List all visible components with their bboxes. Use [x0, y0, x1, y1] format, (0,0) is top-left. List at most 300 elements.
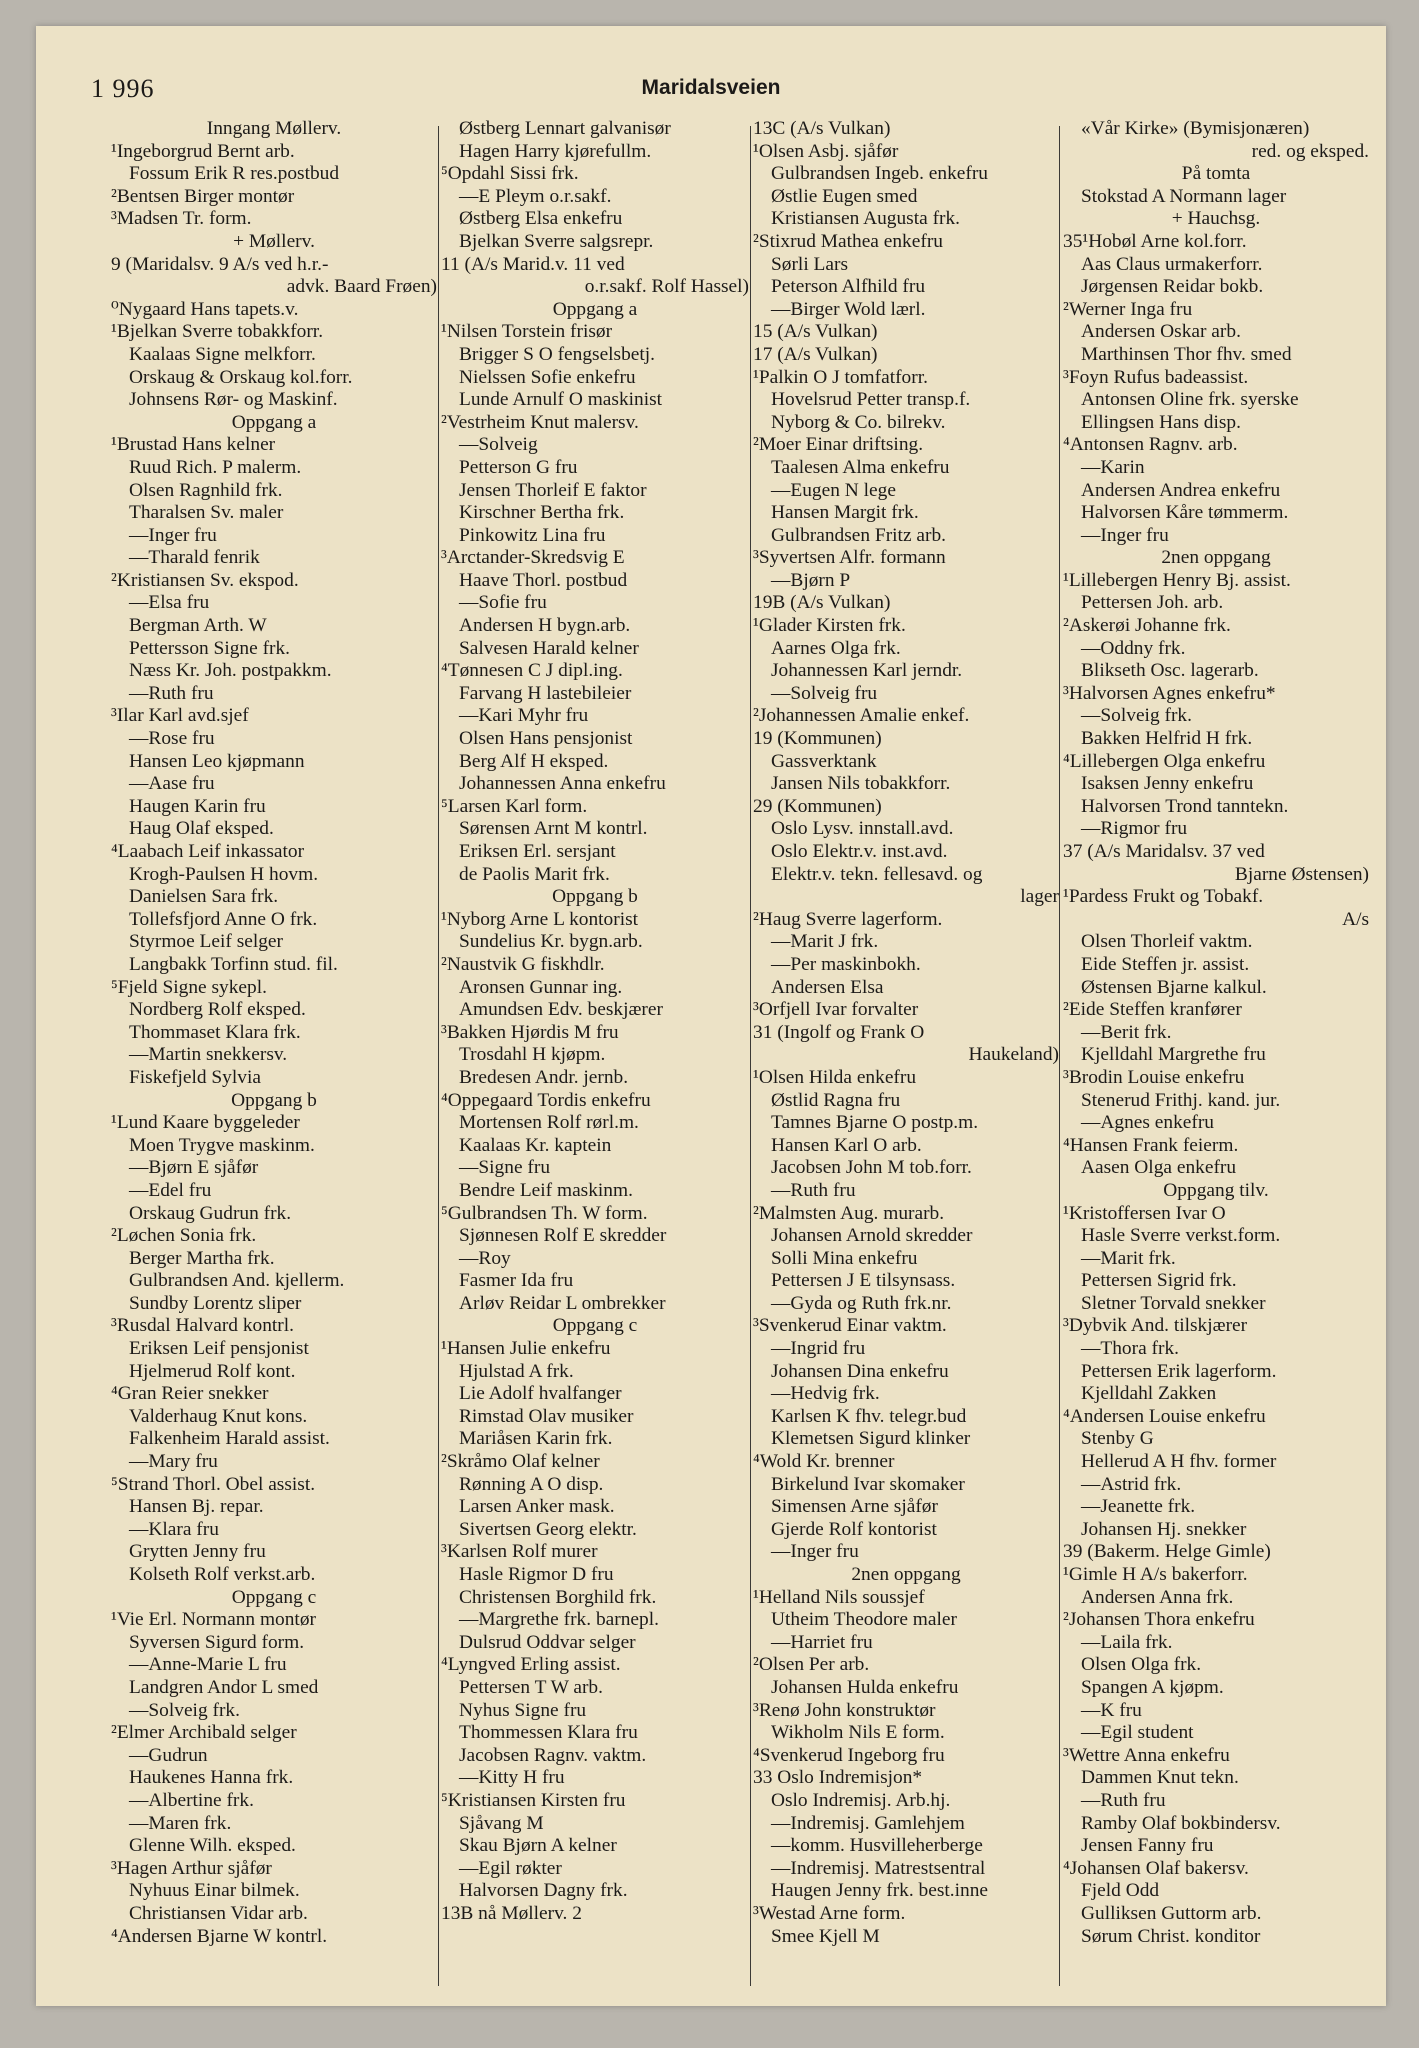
directory-entry: Nyhus Signe fru [459, 1699, 587, 1721]
column-divider [1059, 126, 1060, 1986]
directory-entry: Blikseth Osc. lagerarb. [1081, 660, 1259, 682]
directory-entry: Johannessen Anna enkefru [459, 773, 666, 795]
directory-entry: —Ruth fru [771, 1179, 856, 1201]
directory-entry: Østensen Bjarne kalkul. [1081, 976, 1267, 998]
directory-entry: ¹Kristoffersen Ivar O [1063, 1202, 1226, 1224]
directory-column-1 [111, 118, 437, 1948]
directory-entry: Kaalaas Kr. kaptein [459, 1134, 612, 1156]
directory-entry: Berger Martha frk. [129, 1247, 275, 1269]
directory-entry: —K fru [1081, 1699, 1142, 1721]
directory-entry: Ruud Rich. P malerm. [129, 456, 302, 478]
directory-entry: ¹Helland Nils soussjef [753, 1586, 925, 1608]
directory-entry: —Tharald fenrik [129, 547, 260, 569]
directory-entry: Eriksen Erl. sersjant [459, 841, 616, 862]
directory-entry: Jørgensen Reidar bokb. [1081, 276, 1264, 298]
directory-entry: Gulbrandsen Ingeb. enkefru [771, 163, 988, 185]
directory-entry: —Elsa fru [129, 592, 210, 614]
directory-entry: Fiskefjeld Sylvia [129, 1066, 261, 1088]
directory-entry: ³Rusdal Halvard kontrl. [111, 1315, 294, 1337]
directory-entry: —Bjørn P [771, 569, 851, 591]
directory-entry: 19B (A/s Vulkan) [753, 592, 891, 614]
directory-entry: —Marit frk. [1081, 1247, 1176, 1269]
directory-entry: Hjelmerud Rolf kont. [129, 1360, 296, 1382]
directory-entry: Østlie Eugen smed [771, 185, 918, 207]
directory-entry: Gassverktank [771, 750, 877, 772]
directory-entry: Jacobsen John M tob.forr. [771, 1157, 972, 1179]
directory-entry: Bakken Helfrid H frk. [1081, 728, 1253, 750]
directory-entry: 29 (Kommunen) [753, 795, 882, 817]
directory-entry: Nielssen Sofie enkefru [459, 366, 636, 388]
directory-entry: —Solveig fru [771, 682, 878, 704]
section-heading: 2nen oppgang [851, 1564, 961, 1585]
directory-entry: ⁵Larsen Karl form. [441, 795, 588, 817]
directory-entry: Larsen Anker mask. [459, 1496, 615, 1518]
directory-entry: Nyhuus Einar bilmek. [129, 1880, 300, 1902]
directory-entry: 15 (A/s Vulkan) [753, 321, 878, 343]
directory-entry: ⁴Gran Reier snekker [111, 1383, 269, 1405]
directory-entry: 19 (Kommunen) [753, 728, 882, 750]
directory-entry: Trosdahl H kjøpm. [459, 1044, 606, 1066]
directory-entry: 11 (A/s Marid.v. 11 ved [441, 253, 625, 275]
directory-entry: Olsen Ragnhild frk. [129, 479, 283, 501]
directory-entry: —Hedvig frk. [771, 1383, 880, 1405]
directory-entry: Tollefsfjord Anne O frk. [129, 908, 318, 930]
directory-entry: ⁵Opdahl Sissi frk. [441, 163, 579, 185]
directory-entry: Kolseth Rolf verkst.arb. [129, 1564, 316, 1585]
directory-entry: ¹Ingeborgrud Bernt arb. [111, 140, 295, 162]
directory-entry: ¹Palkin O J tomfatforr. [753, 366, 928, 388]
directory-entry: —Thora frk. [1081, 1338, 1179, 1360]
directory-entry: Jacobsen Ragnv. vaktm. [459, 1744, 647, 1766]
directory-entry: 9 (Maridalsv. 9 A/s ved h.r.- [111, 253, 329, 275]
directory-entry: —Birger Wold lærl. [771, 298, 926, 320]
directory-entry: —Roy [459, 1247, 511, 1269]
column-divider [750, 126, 751, 1986]
directory-entry: ²Johansen Thora enkefru [1063, 1609, 1255, 1631]
directory-entry: Smee Kjell M [771, 1925, 880, 1947]
directory-column-2 [441, 118, 749, 1926]
directory-entry: ³Ilar Karl avd.sjef [111, 705, 249, 727]
directory-entry: —Margrethe frk. barnepl. [459, 1609, 659, 1631]
directory-entry: Syversen Sigurd form. [129, 1631, 305, 1653]
directory-entry: ²Eide Steffen kranfører [1063, 999, 1242, 1021]
directory-entry: Utheim Theodore maler [771, 1609, 957, 1631]
directory-entry: —Rose fru [129, 728, 215, 750]
directory-entry: —Klara fru [129, 1518, 219, 1540]
directory-entry: Olsen Hans pensjonist [459, 728, 633, 750]
directory-entry: Rimstad Olav musiker [459, 1405, 634, 1427]
directory-entry: red. og eksped. [1251, 140, 1369, 162]
directory-entry: 13C (A/s Vulkan) [753, 118, 891, 139]
directory-entry: Hovelsrud Petter transp.f. [771, 389, 971, 411]
section-heading: Oppgang c [231, 1586, 317, 1608]
directory-entry: Lie Adolf hvalfanger [459, 1383, 622, 1405]
directory-entry: Salvesen Harald kelner [459, 637, 639, 659]
directory-entry: ¹Glader Kirsten frk. [753, 615, 906, 637]
directory-entry: ³Dybvik And. tilskjærer [1063, 1315, 1248, 1337]
directory-entry: 37 (A/s Maridalsv. 37 ved [1063, 841, 1265, 862]
directory-entry: Hansen Bj. repar. [129, 1496, 264, 1518]
directory-entry: Danielsen Sara frk. [129, 886, 279, 908]
directory-entry: Falkenheim Harald assist. [129, 1428, 330, 1450]
directory-entry: Brigger S O fengselsbetj. [459, 343, 656, 365]
directory-entry: Oslo Lysv. innstall.avd. [771, 818, 954, 840]
directory-entry: —Solveig frk. [1081, 705, 1192, 727]
directory-entry: Olsen Olga frk. [1081, 1654, 1202, 1676]
directory-entry: —Laila frk. [1081, 1631, 1173, 1653]
directory-entry: ⁴Johansen Olaf bakersv. [1063, 1857, 1249, 1879]
directory-entry: —Inger fru [1081, 524, 1169, 546]
directory-entry: —Marit J frk. [771, 931, 879, 953]
directory-entry: Valderhaug Knut kons. [129, 1405, 308, 1427]
directory-entry: Halvorsen Dagny frk. [459, 1880, 628, 1902]
directory-entry: —Per maskinbokh. [771, 953, 921, 975]
directory-entry: ²Werner Inga fru [1063, 298, 1193, 320]
directory-entry: Kristiansen Augusta frk. [771, 208, 961, 230]
section-heading: Oppgang b [552, 886, 638, 908]
directory-entry: Aarnes Olga frk. [771, 637, 901, 659]
directory-entry: ¹Nilsen Torstein frisør [441, 321, 613, 343]
directory-entry: —Inger fru [771, 1541, 859, 1563]
directory-entry: Hjulstad A frk. [459, 1360, 574, 1382]
directory-entry: Haug Olaf eksped. [129, 818, 274, 840]
directory-entry: «Vår Kirke» (Bymisjonæren) [1081, 118, 1310, 139]
directory-entry: ³Westad Arne form. [753, 1902, 906, 1924]
directory-entry: Stenby G [1081, 1428, 1154, 1450]
directory-entry: Pettersen Joh. arb. [1081, 592, 1224, 614]
directory-entry: —Martin snekkersv. [129, 1044, 288, 1066]
directory-entry: —Gudrun [129, 1744, 208, 1766]
directory-entry: ¹Vie Erl. Normann montør [111, 1609, 316, 1631]
directory-entry: ⁴Svenkerud Ingeborg fru [753, 1744, 945, 1766]
directory-entry: Bjarne Østensen) [1234, 863, 1369, 885]
directory-entry: ³Renø John konstruktør [753, 1699, 936, 1721]
directory-entry: Orskaug & Orskaug kol.forr. [129, 366, 353, 388]
directory-entry: ¹Pardess Frukt og Tobakf. [1063, 886, 1264, 908]
directory-entry: Sørensen Arnt M kontrl. [459, 818, 648, 840]
directory-entry: Skau Bjørn A kelner [459, 1835, 617, 1857]
directory-entry: —Astrid frk. [1081, 1473, 1182, 1495]
directory-entry: ²Haug Sverre lagerform. [753, 908, 943, 930]
directory-entry: Næss Kr. Joh. postpakkm. [129, 660, 332, 682]
directory-entry: —Indremisj. Gamlehjem [771, 1812, 965, 1834]
directory-entry: ³Orfjell Ivar forvalter [753, 999, 919, 1021]
directory-entry: Amundsen Edv. beskjærer [459, 999, 663, 1021]
directory-entry: de Paolis Marit frk. [459, 863, 610, 885]
directory-entry: Christiansen Vidar arb. [129, 1902, 308, 1924]
directory-entry: ²Johannessen Amalie enkef. [753, 705, 970, 727]
directory-entry: Rønning A O disp. [459, 1473, 604, 1495]
directory-entry: ¹Brustad Hans kelner [111, 434, 276, 456]
section-heading: På tomta [1181, 163, 1251, 185]
directory-entry: ²Vestrheim Knut malersv. [441, 411, 639, 433]
directory-entry: Birkelund Ivar skomaker [771, 1473, 965, 1495]
directory-entry: Østberg Elsa enkefru [459, 208, 623, 230]
directory-entry: Wikholm Nils E form. [771, 1722, 945, 1744]
directory-entry: Pettersen Erik lagerform. [1081, 1360, 1277, 1382]
directory-entry: ³Hagen Arthur sjåfør [111, 1857, 272, 1879]
directory-entry: ⁵Strand Thorl. Obel assist. [111, 1473, 316, 1495]
directory-entry: Hansen Margit frk. [771, 502, 919, 524]
directory-column-4 [1063, 118, 1369, 1948]
directory-entry: 31 (Ingolf og Frank O [753, 1021, 925, 1043]
directory-entry: Pettersen T W arb. [459, 1676, 603, 1698]
directory-entry: —Oddny frk. [1081, 637, 1186, 659]
directory-entry: —Eugen N lege [771, 479, 896, 501]
directory-entry: Sørum Christ. konditor [1081, 1925, 1261, 1947]
directory-entry: ¹Lillebergen Henry Bj. assist. [1063, 569, 1291, 591]
directory-entry: ³Halvorsen Agnes enkefru* [1063, 682, 1276, 704]
section-heading: Oppgang a [231, 411, 317, 433]
column-divider [438, 126, 439, 1986]
directory-entry: 39 (Bakerm. Helge Gimle) [1063, 1541, 1271, 1563]
directory-entry: ⁴Andersen Louise enkefru [1063, 1405, 1266, 1427]
directory-entry: Ramby Olaf bokbindersv. [1081, 1812, 1281, 1834]
directory-entry: Tamnes Bjarne O postp.m. [771, 1112, 979, 1134]
directory-entry: Johannessen Karl jerndr. [771, 660, 963, 682]
directory-entry: Tharalsen Sv. maler [129, 502, 284, 524]
directory-entry: ²Kristiansen Sv. ekspod. [111, 569, 299, 591]
directory-entry: Fossum Erik R res.postbud [129, 163, 340, 185]
directory-entry: ⁴Laabach Leif inkassator [111, 841, 305, 862]
directory-entry: 35¹Hobøl Arne kol.forr. [1063, 230, 1247, 252]
directory-entry: ³Foyn Rufus badeassist. [1063, 366, 1249, 388]
directory-entry: Moen Trygve maskinm. [129, 1134, 315, 1156]
directory-entry: Halvorsen Trond tanntekn. [1081, 795, 1289, 817]
directory-entry: ⁰Nygaard Hans tapets.v. [111, 298, 299, 320]
directory-entry: ¹Bjelkan Sverre tobakkforr. [111, 321, 324, 343]
directory-entry: ³Svenkerud Einar vaktm. [753, 1315, 947, 1337]
directory-entry: Aronsen Gunnar ing. [459, 976, 623, 998]
directory-entry: o.r.sakf. Rolf Hassel) [584, 276, 749, 298]
directory-entry: Østberg Lennart galvanisør [459, 118, 671, 139]
directory-entry: —Anne-Marie L fru [129, 1654, 287, 1676]
directory-entry: ⁵Kristiansen Kirsten fru [441, 1789, 626, 1811]
directory-entry: —Egil student [1081, 1722, 1194, 1744]
directory-entry: —Mary fru [129, 1451, 218, 1473]
directory-entry: Haukenes Hanna frk. [129, 1767, 294, 1789]
directory-entry: ²Stixrud Mathea enkefru [753, 230, 943, 252]
directory-entry: Pettersen J E tilsynsass. [771, 1270, 956, 1292]
directory-entry: Arløv Reidar L ombrekker [459, 1292, 666, 1314]
section-heading: Oppgang b [231, 1089, 317, 1111]
directory-entry: ¹Nyborg Arne L kontorist [441, 908, 639, 930]
directory-entry: Sivertsen Georg elektr. [459, 1518, 637, 1540]
directory-page [36, 26, 1386, 2006]
directory-entry: ²Skråmo Olaf kelner [441, 1451, 600, 1473]
directory-entry: ¹Gimle H A/s bakerforr. [1063, 1564, 1248, 1585]
directory-entry: ⁴Lillebergen Olga enkefru [1063, 750, 1266, 772]
directory-entry: Antonsen Oline frk. syerske [1081, 389, 1299, 411]
directory-entry: Hasle Sverre verkst.form. [1081, 1225, 1281, 1247]
directory-entry: —Ruth fru [129, 682, 214, 704]
directory-entry: —E Pleym o.r.sakf. [459, 185, 612, 207]
directory-entry: Oslo Indremisj. Arb.hj. [771, 1789, 951, 1811]
directory-entry: Sjåvang M [459, 1812, 544, 1834]
directory-entry: Olsen Thorleif vaktm. [1081, 931, 1253, 953]
directory-entry: Isaksen Jenny enkefru [1081, 773, 1254, 795]
directory-entry: Kaalaas Signe melkforr. [129, 343, 316, 365]
directory-entry: Andersen Andrea enkefru [1081, 479, 1281, 501]
directory-entry: ²Malmsten Aug. murarb. [753, 1202, 945, 1224]
directory-entry: Johansen Hj. snekker [1081, 1518, 1247, 1540]
directory-entry: —Bjørn E sjåfør [129, 1157, 259, 1179]
directory-entry: —Kitty H fru [459, 1767, 565, 1789]
directory-entry: ³Syvertsen Alfr. formann [753, 547, 946, 569]
directory-entry: ¹Olsen Asbj. sjåfør [753, 140, 899, 162]
directory-entry: Andersen Oskar arb. [1081, 321, 1241, 343]
directory-entry: Berg Alf H eksped. [459, 750, 609, 772]
directory-entry: Johansen Dina enkefru [771, 1360, 949, 1382]
directory-entry: ²Bentsen Birger montør [111, 185, 295, 207]
directory-entry: Sletner Torvald snekker [1081, 1292, 1266, 1314]
directory-entry: Jansen Nils tobakkforr. [771, 773, 951, 795]
directory-entry: Johansen Arnold skredder [771, 1225, 973, 1247]
directory-entry: Karlsen K fhv. telegr.bud [771, 1405, 967, 1427]
directory-entry: ³Bakken Hjørdis M fru [441, 1021, 619, 1043]
directory-entry: ³Karlsen Rolf murer [441, 1541, 598, 1563]
section-heading: Oppgang a [552, 298, 638, 320]
directory-entry: Pettersen Sigrid frk. [1081, 1270, 1237, 1292]
directory-entry: Kjelldahl Zakken [1081, 1383, 1217, 1405]
directory-entry: Thommessen Klara fru [459, 1722, 638, 1744]
directory-entry: Langbakk Torfinn stud. fil. [129, 953, 338, 975]
directory-entry: ³Wettre Anna enkefru [1063, 1744, 1230, 1766]
directory-entry: ³Brodin Louise enkefru [1063, 1066, 1245, 1088]
directory-entry: —Albertine frk. [129, 1789, 254, 1811]
directory-entry: ²Moer Einar driftsing. [753, 434, 924, 456]
directory-entry: advk. Baard Frøen) [286, 276, 437, 298]
directory-entry: Andersen H bygn.arb. [459, 615, 631, 637]
directory-entry: —Maren frk. [129, 1812, 232, 1834]
directory-entry: Haukeland) [968, 1044, 1059, 1066]
directory-entry: —Harriet fru [771, 1631, 873, 1653]
directory-entry: —Rigmor fru [1081, 818, 1188, 840]
directory-entry: —Agnes enkefru [1081, 1112, 1214, 1134]
directory-entry: Farvang H lastebileier [459, 682, 632, 704]
directory-entry: ⁴Hansen Frank feierm. [1063, 1134, 1239, 1156]
directory-entry: Kirschner Bertha frk. [459, 502, 625, 524]
directory-entry: Fjeld Odd [1081, 1880, 1160, 1902]
section-heading: Inngang Møllerv. [206, 118, 342, 139]
directory-entry: Hellerud A H fhv. former [1081, 1451, 1277, 1473]
directory-entry: Jensen Fanny fru [1081, 1835, 1214, 1857]
directory-entry: Nyborg & Co. bilrekv. [771, 411, 946, 433]
section-heading: + Møllerv. [233, 230, 315, 252]
page-number: 1 996 [91, 74, 155, 103]
directory-entry: Orskaug Gudrun frk. [129, 1202, 292, 1224]
directory-entry: —Sofie fru [459, 592, 547, 614]
directory-entry: A/s [1342, 908, 1369, 930]
directory-entry: Nordberg Rolf eksped. [129, 999, 306, 1021]
directory-entry: —Kari Myhr fru [459, 705, 589, 727]
directory-entry: Spangen A kjøpm. [1081, 1676, 1224, 1698]
directory-entry: ⁴Tønnesen C J dipl.ing. [441, 660, 623, 682]
directory-entry: ²Naustvik G fiskhdlr. [441, 953, 605, 975]
directory-entry: Krogh-Paulsen H hovm. [129, 863, 319, 885]
directory-entry: —Edel fru [129, 1179, 212, 1201]
directory-entry: Sundelius Kr. bygn.arb. [459, 931, 643, 953]
directory-entry: Hansen Leo kjøpmann [129, 750, 305, 772]
directory-entry: Sundby Lorentz sliper [129, 1292, 302, 1314]
directory-entry: Gulbrandsen Fritz arb. [771, 524, 947, 546]
directory-entry: Mortensen Rolf rørl.m. [459, 1112, 639, 1134]
directory-entry: ⁴Lyngved Erling assist. [441, 1654, 621, 1676]
directory-entry: Lunde Arnulf O maskinist [459, 389, 663, 411]
directory-entry: Styrmoe Leif selger [129, 931, 283, 953]
directory-entry: Gjerde Rolf kontorist [771, 1518, 937, 1540]
directory-entry: Thommaset Klara frk. [129, 1021, 301, 1043]
directory-entry: —Egil røkter [459, 1857, 562, 1879]
directory-entry: Hansen Karl O arb. [771, 1134, 922, 1156]
directory-entry: —Berit frk. [1081, 1021, 1172, 1043]
directory-entry: Johansen Hulda enkefru [771, 1676, 959, 1698]
directory-entry: ⁴Oppegaard Tordis enkefru [441, 1089, 651, 1111]
directory-entry: Johnsens Rør- og Maskinf. [129, 389, 338, 411]
directory-entry: Simensen Arne sjåfør [771, 1496, 938, 1518]
directory-entry: lager [1020, 886, 1059, 908]
directory-entry: Haave Thorl. postbud [459, 569, 628, 591]
directory-entry: Mariåsen Karin frk. [459, 1428, 613, 1450]
directory-entry: Taalesen Alma enkefru [771, 456, 950, 478]
directory-entry: Sørli Lars [771, 253, 849, 275]
directory-entry: Ellingsen Hans disp. [1081, 411, 1241, 433]
directory-entry: Eide Steffen jr. assist. [1081, 953, 1250, 975]
directory-column-3 [753, 118, 1059, 1948]
directory-entry: —Signe fru [459, 1157, 551, 1179]
directory-entry: 17 (A/s Vulkan) [753, 343, 878, 365]
directory-entry: ³Arctander-Skredsvig E [441, 547, 625, 569]
directory-entry: Sjønnesen Rolf E skredder [459, 1225, 667, 1247]
directory-entry: ²Elmer Archibald selger [111, 1722, 297, 1744]
directory-entry: —Inger fru [129, 524, 217, 546]
directory-entry: Bendre Leif maskinm. [459, 1179, 633, 1201]
directory-entry: Pettersson Signe frk. [129, 637, 291, 659]
directory-entry: ¹Lund Kaare byggeleder [111, 1112, 300, 1134]
directory-entry: Eriksen Leif pensjonist [129, 1338, 309, 1360]
directory-entry: Grytten Jenny fru [129, 1541, 266, 1563]
directory-entry: ⁴Andersen Bjarne W kontrl. [111, 1925, 328, 1947]
directory-entry: —komm. Husvilleherberge [771, 1835, 983, 1857]
directory-entry: ²Olsen Per arb. [753, 1654, 870, 1676]
directory-entry: Solli Mina enkefru [771, 1247, 918, 1269]
directory-entry: Bredesen Andr. jernb. [459, 1066, 629, 1088]
directory-entry: ⁵Fjeld Signe sykepl. [111, 976, 267, 998]
directory-entry: Dulsrud Oddvar selger [459, 1631, 636, 1653]
directory-entry: Kjelldahl Margrethe fru [1081, 1044, 1266, 1066]
directory-entry: —Karin [1081, 456, 1145, 478]
directory-entry: ⁵Gulbrandsen Th. W form. [441, 1202, 648, 1224]
directory-entry: Hasle Rigmor D fru [459, 1564, 614, 1585]
directory-entry: —Solveig frk. [129, 1699, 240, 1721]
section-heading: + Hauchsg. [1171, 208, 1261, 230]
directory-entry: —Aase fru [129, 773, 215, 795]
section-heading: Oppgang c [552, 1315, 638, 1337]
directory-entry: Pinkowitz Lina fru [459, 524, 606, 546]
directory-entry: Hagen Harry kjørefullm. [459, 140, 652, 162]
directory-entry: ²Askerøi Johanne frk. [1063, 615, 1231, 637]
directory-entry: Landgren Andor L smed [129, 1676, 319, 1698]
directory-entry: Glenne Wilh. eksped. [129, 1835, 296, 1857]
directory-entry: Andersen Elsa [771, 976, 884, 998]
directory-entry: Bergman Arth. W [129, 615, 267, 637]
directory-entry: Christensen Borghild frk. [459, 1586, 657, 1608]
street-title: Maridalsveien [641, 76, 781, 99]
section-heading: 2nen oppgang [1161, 547, 1271, 569]
section-heading: Oppgang tilv. [1163, 1179, 1269, 1201]
directory-entry: —Indremisj. Matrestsentral [771, 1857, 986, 1879]
directory-entry: ¹Olsen Hilda enkefru [753, 1066, 917, 1088]
